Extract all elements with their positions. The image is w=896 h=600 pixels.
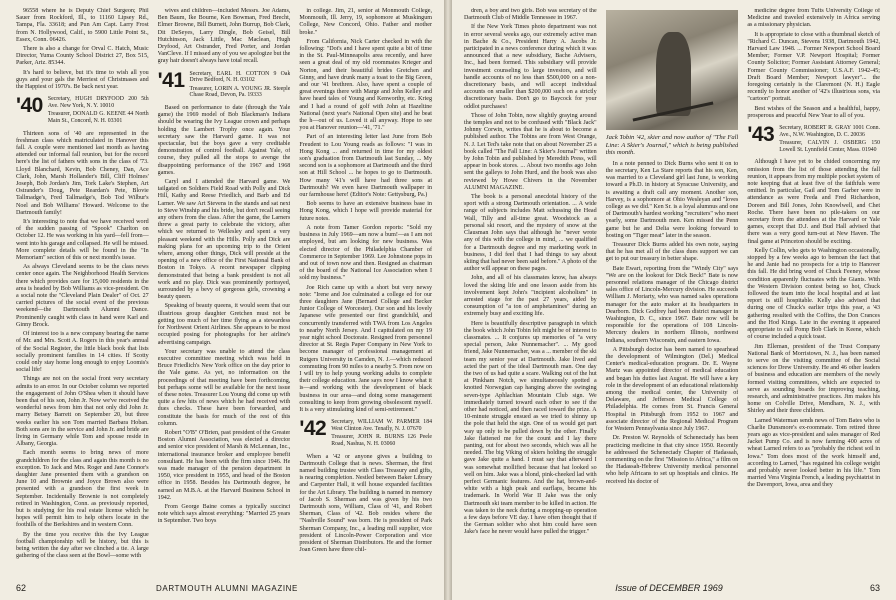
- class-secretary: Secretary, EARL H. COTTON 9 Oak Drive Bedford, N. H. 03102: [189, 70, 291, 84]
- paragraph: By the time you receive this the Ivy League football championship will be history, but this is being written the day after we clinched a tie. A large gathering of the class seen at the Bowl—some with: [16, 531, 149, 560]
- magazine-title: DARTMOUTH ALUMNI MAGAZINE: [156, 584, 298, 593]
- paragraph: When a '42 or anyone gives a building to Dartmouth College that is news. Sherman, the first named building trustee with Class Treasury and gifts, is nearing completion. Nestled between Baker Library and Carpenter Hall, it will house expanded facilities for the Art Library. The building is named in memory of Jacob S. Sherman and was given by his two Dartmouth sons, William, Class of '41, and Robert Sherman, Class of '42. Bob resides where the "Nashville Sound" was born. He is president of Park Sherman Company, Inc., a leading mill supplier, vice president of Lincoln-Power Corporation and vice president of Sherman Distributors. He and the former Joan Green have three chil-: [299, 453, 433, 554]
- class-treasurer: Treasurer, LORIN A. YOUNG JR. Steeple Chase Road, Devon, Pa. 19333: [189, 85, 291, 99]
- class-officers: [48, 96, 149, 126]
- issue-date: Issue of DECEMBER 1969: [615, 583, 723, 593]
- paragraph: 96558 where he is Deputy Chief Surgeon; Phil Sauer from Rockford, Ill., to 11160 Lipsey Rd., Tampa, Fla. 33618; and Pun Am Capt. Larry Frost from N. Hollywood, Calif., to 5900 Little Point St., Essex, Conn. 06426.: [16, 8, 149, 43]
- class-year: '40: [16, 94, 43, 118]
- right-column-3: [747, 8, 880, 574]
- class-year: '42: [299, 417, 327, 441]
- right-column-2: [606, 8, 739, 574]
- paragraph: It's interesting to note that we have received word of the sudden passing of "Spook" Charlton on October 12. He was working in his yard—fell from—went into his garage and collapsed. He will be missed. More complete details will be found in the "In Memoriam" section of this or next month's issue.: [16, 219, 149, 262]
- left-columns: [16, 8, 432, 574]
- paragraph: There is also a change for Orval C. Hatch, Music Director, Yuma County School District 27, Box 515, Parker, Ariz. 85344.: [16, 46, 149, 67]
- right-column-2-text: [606, 161, 739, 486]
- paragraph: Those of John Tobin, now slightly graying around the temples and not to be confused with "Black Jack" Johnny Corwin, writes that he is about to become a published author. The Tobins are from West Orange, N. J. Let Ted's take note that on about November 25 a book called "The Fall Line: A Skier's Journal" written by John Tobin and published by Meredith Press, will appear in book stores. ... About two months ago John sent the galleys to John Hurd, and the book was also reviewed by Howe Chivers in the November ALUMNI MAGAZINE.: [464, 112, 597, 191]
- paragraph: Dr. Preston W. Reynolds of Schenectady has been practicing medicine in that city since 1950. Recently he addressed the Schenectady Chapter of Hadassah, commenting on the first "Mission to Africa," a film on the Hadassah-Hebrew University medical personnel who help Africans to set up hospitals and clinics. He received his doctor of: [605, 435, 739, 485]
- paragraph: Kelly Collin, who gets to Washington occasionally, stopped by a few weeks ago to bemoan the fact that he and Janie had no prospects for a trip to Hanover this fall. He did bring word of Chuck Feeney, whose condition apparently fluctuates with the Giants. With the Western Division contest being so hot, Chuck followed the team into the local hospital and at last report is still hospitable. Kelly also advised that during one of Chuck's earlier trips this year, a '43 gathering resulted with the Coffins, the Don Crances and the Hod Kings. Late in the evening it appeared appropriate to call Pomp Bob Clark in Keene, which of course included a quick toast.: [747, 247, 881, 341]
- class-header: [299, 419, 432, 449]
- paragraph: Things are not on the social front very secretary admits to an error. In our October column we reported the engagement of John O'Shea when it should have been that of his son, John Jr. Now we've received the wonderful news from him that not only did John Jr. marry Betsey Barrett on September 20, but three weeks earlier his son Tom married Barbara Hoban. Both sons are in the service and John Jr. and bride are living in Germany while Tom and spouse reside in Albany, Georgia.: [16, 376, 149, 448]
- left-page: [0, 0, 444, 600]
- paragraph: The book is a personal anecdotal history of the sport with a strong Dartmouth orientation. ... A wide range of subjects includes Matt schussing the Head Wall, Tilly and all-time great. Woodstock as a personal ski resort, and the mystery of snow at the Clausman John says that although he "never wrote any of this with the college in mind, ... we qualified for a Dartmouth degree and my marketing work in business, I did feel that I had things to say about skiing that had never been said before." A photo of the author will appear on these pages.: [464, 194, 597, 273]
- class-header: [16, 96, 149, 126]
- paragraph: Best wishes of the Season and a healthful, happy, prosperous and peaceful New Year to all of you.: [747, 105, 881, 119]
- paragraph: Robert "O'B" O'Brien, past president of the Greater Boston Alumni Association, was elected a director and senior vice president of Marsh & McLennan, Inc., international insurance broker and employee benefit consultant. He has been with the firm since 1946. He was made manager of the pension department in 1950, vice president in 1955, and head of the Boston office in 1958. Besides his Dartmouth degree, he earned an M.B.A. at the Harvard Business School in 1942.: [157, 429, 291, 501]
- paragraph: Larned Waterman sends news of Tom Bates who is Charlie Dunsmore's ex-roommate. Tom retired three years ago as vice-president and sales manager of Red Jacket Pump Co. and is now farming 400 acres of wheat Larned refers to as "probably the richest soil in Iowa." Tom does most of the work himself and, according to Larned, "has regained his college weight and probably never looked better in his life." Tom married Vera Virginia French, a leading psychiatrist in the Davenport, Iowa, area and they: [747, 417, 881, 489]
- paragraph: John, and all of his classmates know, has always loved the skiing life and one lesson aside from his involvement kept John's "incipient alcoholism" in arrested stage for the past 27 years, aided by consumption of "a ton of amphetamines" during an extremely busy and exciting life.: [464, 275, 597, 318]
- paragraph: Your secretary was unable to attend the class executive committee meeting which was held in Bruce Friedlich's New York office on the day prior to the Yale game. As yet, no information on the proceedings of that meeting have been forthcoming, but perhaps some will be available for the next issue of these notes. Treasurer Lou Young did come up with quite a few hits of news which he had received with dues checks. These have been forwarded, and constitute the basis for much of the rest of this column.: [157, 348, 291, 427]
- paragraph: Caryl and I attended the Harvard game. We tailgated on Soldiers Field Road with Polly and Dick Hill, Kathy and Reese Friedlich, and Barb and Ed Larner. We saw Art Stevens in the stands and sat next to Steve Winship and his bride, but don't recall seeing any others from the class. After the game, the Larners threw a great party to celebrate the victory, after which we returned to Wellesley and spent a very pleasant weekend with the Hills. Polly and Dick are making plans for an upcoming trip to the Orient where, among other things, Dick will preside at the opening of a new office of the First National Bank of Boston in Tokyo. A recent newspaper clipping demonstrated that being a bank president is not all work and no play. Dick was prominently portrayed, surrounded by a bevy of gorgeous girls, crowning a beauty queen.: [157, 179, 291, 301]
- right-footer: [468, 583, 880, 593]
- left-footer: [16, 583, 428, 593]
- class-treasurer: Treasurer, DONALD G. KEENE 44 North Main St., Concord, N. H. 03301: [47, 111, 149, 125]
- page-number: 63: [869, 583, 880, 593]
- right-page: [452, 0, 896, 600]
- paragraph: Based on performance to date (through the Yale game) the 1969 model of Bob Blackman's Indians should be wearing the Ivy League crown and perhaps holding the Lambert Trophy once again. Your secretary saw the Harvard game. It was not spectacular, but the boys gave a very creditable demonstration of control football. Against Yale, of course, they pulled all the stops to avenge the disappointing performance of the 1967 and 1968 games.: [157, 105, 291, 176]
- paragraph: It is appropriate to close with a thumbnail sketch of "Richard C. Duncan, Stevens 1938, Dartmouth 1942, Harvard Law 1948. ... Former Newport School Board Member; Former V.P. Newport Hospital; Former County Solicitor; Former Assistant Attorney General; Former County Commissioner; U.S.A.F. 1942-45; Draft Board Member; Newport lawyer"... the foregoing certainly is the Claremont (N. H.) Eagle recently to honor another of '42's illustrious sons, via "cartoon" portrait.: [747, 31, 881, 103]
- class-treasurer: Treasurer, JOHN R. BURNS 126 Peele Road, Nashua, N. H. 03060: [331, 434, 433, 447]
- paragraph: dren, a boy and two girls. Bob was secretary of the Dartmouth Club of Middle Tennessee in 1967.: [464, 8, 597, 22]
- paragraph: Joe Rich came up with a short but very newsy note: "Irene and Joe culminated a college ed for our three daughters Jane (Bernard College and Becker Junior College of Worcester). Our son and his lovely Japanese wife presented our first grandchild, and concurrently transferred with TWA from Los Angeles to nearby North Jersey. And I capitulated on my 19 year night school Doctorate. Resigned from personnel director at St. Regis Paper Company in New York to become manager of professional management at Rutgers University in Camden, N. J.—which reduced commuting from 90 miles to a nearby 5. From now on I will try to help young working adults to complete their college education. Jane says now I know what it is—and working with the development of black business in our area—and doing some management consulting to keep from growing obsolescent myself. It is a very stimulating kind of semi-retirement.": [299, 284, 433, 413]
- paragraph: Of interest too is a new company bearing the name of Mr. and Mrs. Scott A. Rogers in this year's annual of the Social Register, the little black book that lists socially prominent families in 14 cities. If Scotty could only stay home long enough to enjoy Loomis's social life!: [16, 331, 149, 374]
- paragraph: Thirteen sons of '40 are represented in the freshman class which matriculated in Hanover this fall. A couple were mentioned last month as having attended our informal fall reunion, but for the record here's the list of fathers with sons in the class of '73. Lloyd Blanchard, Kevin, Bob Cheney, Dan, Ace Clark, John, Marsh Hollander's Bill, Cliff Holmes' Joseph, Bob Jordan's Jim, Tork Lake's Stephen, Art Ostrander's Doug, Pete Reardan's Pete, Blovie Tallmadge's, Fred Tallmadge's, Bob Tod Wilbur's Noel and Bob Williams' Howard. Welcome to the Dartmouth family!: [16, 130, 149, 216]
- paragraph: Bob seems to have an extensive business base in Hong Kong, which I hope will provide material for future notes.: [299, 201, 433, 222]
- paragraph: in college. Jim, 21, senior at Monmouth College, Monmouth, Ill. Jerry, 19, sophomore at Muskingum College, New Concord, Ohio. Father and mother broke.": [299, 8, 433, 36]
- left-column-2: [158, 8, 291, 574]
- class-officers: [779, 125, 880, 155]
- paragraph: Jim Elleman, president of the Trust Company National Bank of Morristown, N. J., has been named to serve on the visiting committee of the Social sciences for Drew University. He and 46 other leaders of business and education are members of the newly formed visiting committees, which are expected to serve as sounding boards for improving teaching, research, and administrative practices. Jim makes his home on Colville Drive, Mendham, N. J., with Shirley and their three children.: [747, 343, 881, 415]
- class-officers: [190, 71, 291, 101]
- class-header: [157, 68, 291, 101]
- page-gutter: [444, 0, 452, 600]
- class-secretary: Secretary, WILLIAM W. PARMER 184 West Clinton Ave. Tenafly, N. J. 07670: [331, 419, 433, 432]
- class-treasurer: Treasurer, CALVIN J. OSBERG 150 Lowell St. Lynnfield Center, Mass. 01940: [779, 140, 881, 153]
- paragraph: From California, Nick Carter checked in with the following: "Dot's and I have spent quite a bit of time in the St. Paul-Minneapolis area recently, and have seen a great deal of my old roommates Krieger and Norton, and their beautiful brides Gretchen and Ginny, and have drunk many a toast to the Big Green, and our '41 brethren. Also, have spent a couple of great evenings there with Marge and John Kelley and have heard tales of Young and Kenworthy, etc. Krieg and I had a round of golf with John at Hazeltine National (next year's National Open site) and he beat the h—out of us. Loved it all anyway. Hope to see you at Hanover reunion—'41, '71.": [299, 38, 433, 132]
- paragraph: Each month seems to bring news of more grandchildren for the class and again this month is no exception. To Jack and Mrs. Roger and Jane Connor's daughter Jane presented them with a grandson on June 10 and Brownie and Joyce Brown also were presented with a grandson the first week in September. Incidentally Brownie is not completely retired in Washington, Conn. as previously reported, but is studying for his real estate license which he hopes will permit him to help others locate in the foothills of the Berkshires and in western Conn.: [16, 450, 149, 529]
- page-number: 62: [16, 583, 27, 593]
- class-year: '41: [157, 68, 185, 92]
- paragraph: In a note penned to Dick Burns who sent it on to the secretary, Ken La Stare reports that his son, Ken, was married to a Cleveland girl last June, is working toward a Ph.D. in history at Syracuse University, and is awaiting a draft call any moment. Another son, Harvey, is a sophomore at Ohio Wesleyan and "loves college as we did." Ken Sr. is a loyal alumnus and one of Dartmouth's hardest working "recruiters" who meet yearly, some Dartmouth men. Ken missed the Penn game but he and Delia were looking forward to hosting on "Tiger meat" later in the season.: [605, 160, 739, 239]
- paragraph: If the New York Times photo department was not in error several weeks ago, our extremely active man in Bache & Co., President Harry A. Jacobs Jr. participated in a news conference during which it was announced that a new subsidiary, Bache Advisers, Inc., had been formed. This subsidiary will provide investment counseling to large investors, and will handle accounts of no less than $500,000 on a non-discretionary basis, and will accept individual accounts on smaller than $200,000 such on a strictly discretionary basis. Don't go to Baycock for your oddlot purchases!: [464, 24, 597, 110]
- paragraph: Treasurer Dick Burns added his own note, saying that he has met all of the class dues support we can get to put our treasury in better shape.: [605, 242, 739, 263]
- class-officers: [331, 419, 432, 449]
- paragraph: Part of an interesting letter last June from Bob Freudent to Lou Young reads as follows: "I was in Hong Kong ... and returned in time for my oldest son's graduation from Dartmouth last Sunday, ... My second son is a sophomore at Dartmouth and the third son at Hill School ... he hopes to go to Dartmouth. How many '41's will have had three sons at Dartmouth? We even have Dartmouth wallpaper in our farmhouse here! (Editor's Note: Gettysburg, Pa.): [299, 134, 433, 199]
- class-header: [747, 125, 880, 155]
- right-column-1: [464, 8, 597, 574]
- photo-caption: Jack Tobin '42, skier and now author of "The Fall Line: A Skier's Journal," which is being published this month.: [605, 134, 739, 157]
- paragraph: From George Baine comes a typically succinct note which says almost everything: "Married 25 years in September. Two boys: [157, 503, 291, 525]
- paragraph: Speaking of beauty queens, it would seem that our illustrious group daughter Gretchen must not be getting too much of her time flying as a stewardess for Northwest Orient Airlines. She appears to be most occupied posing for photographs for her airline's advertising campaign.: [157, 303, 291, 346]
- skier-figure: [656, 32, 690, 116]
- paragraph: Although I have yet to be chided concerning my omission from the list of those attending the fall reunion, it appears from my multiple pocket system of note keeping that at least five of the faithfuls were omitted. In particular, Gail and Tom Garber were in attendance as were Freda and Fred Richardson, Doreen and Bill Jones, John Knowlwell, and Chet Roche. There have been no pile-takers on our secretary from the attendees at the Harvard or Yale games, except that D.J. and Bud Hall advised that there was a very good turn-out at New Haven. The final game at Princeton should be exciting.: [747, 159, 881, 245]
- paragraph: Bate Ewart, reporting from the "Windy City" says "We are on the lookout for Dick Beck!" Bate is now personnel relations manager of the Chicago district sales office of Lincoln-Mercury division. He succeeds William J. Moriarty, who was named sales operations manager for the auto maker at its headquarters in Dearborn. Dick Godfrey had been district manager in Washington, D. C., since 1967. Bate now will be responsible for the operations of 108 Lincoln-Mercury dealers in northern Illinois, northwest Indiana, southern Wisconsin, and eastern Iowa.: [605, 265, 739, 344]
- left-column-3: [299, 8, 432, 574]
- skier-photo: [606, 10, 739, 130]
- paragraph: A note from Tamer Gordon reports: "Sold my business in July 1969—am now a bum!—as I am not employed, but am looking for new business. Was elected director of the Philadelphia Chamber of Commerce in September 1969. Lee Johnstone pops in and out of town now and then. Resigned as chairman of the board of the National Ice Association when I sold my business.": [299, 224, 433, 282]
- paragraph: medicine degree from Tufts University College of Medicine and traveled extensively in Africa serving as a missionary physician.: [747, 8, 881, 29]
- paragraph: As always Cleveland seems to be the class news center once again. The Neighborhood Health Services there which provides care for 15,000 residents in the area is headed by Bob Williams as vice-president. On a social note the "Cleveland Plain Dealer" of Oct. 27 carried pictures of the social event of the previous weekend—the Dartmouth Alumni Dance. Prominently caught with class in hand were Karl and Ginny Brock.: [16, 264, 149, 328]
- paragraph: Here is beautifully descriptive paragraph in which the book which John Tobin felt might be of interest to classmates. ... It conjures up memories of "a very special person, Jake Nunnemacher". ... My good friend, Jake Nunnemacher, was a ... member of the ski team my senior year at Dartmouth. Jake lived and acted the part of the ideal Dartmouth man. One day the two of us had quite a scare. Walking out of the hut at Pinkham Notch, we simultaneously spotted a knotted Norwegian cap hanging above the swinging seven-type Aphlachian Mountain Club sign. We immediately turned toward each other to see if the other had noticed, and then raced toward the prize. A 10-minute struggle ensued as we tried to shinny up the pole that held the sign. One of us would get part way up only to be pulled down by the other. Finally Jake flattened me for the count and I lay there panting, out for about two seconds, which was all he needed. The big Viking of skiers holding the struggle gave Jake quite a hand. I must say that afterward I was somewhat mollified because that hat looked so well on him. Jake was a blond, pink-cheeked lad with perfect Germanic features. And the hat, brown-and-white with a high peak and earflaps, became his trademark. In World War II Jake was the only Dartmouth ski team member to be killed in action. He was taken to the neck during a mopping-up operation a few days before VE day. I have often thought that if the German soldier who shot him could have seen Jake's face he never would have pulled the trigger.": [464, 320, 597, 536]
- paragraph: wives and children—included Messrs. Joe Adams, Ben Baum, Ike Bourne, Ken Bowman, Fred Brecht, Elmer Browne, Bill Burnett, John Burrup, Bob Clark, Dit DeSeyes, Larry Dingle, Bob Geisel, Bill Hutchinson, Jack Little, Mac Maclean, Hugh Dryfood, Art Ostrander, Fred Porter, and Jordan VanCleve. If I missed any of you we apologize but the gray hair doesn't always have total recall.: [157, 8, 291, 65]
- left-column-1: [16, 8, 149, 574]
- class-secretary: Secretary, HUGH DRYFOOD 200 5th Ave. New York, N. Y. 10010: [47, 96, 149, 109]
- class-year: '43: [747, 123, 775, 147]
- paragraph: It's hard to believe, but it's time to wish all you guys and your gals the Merriest of Christmases and the Happiest of 1970's. Be back next year.: [16, 69, 149, 91]
- class-secretary: Secretary, ROBERT R. GRAY 1001 Conn. Ave., N.W. Washington, D. C. 20036: [779, 125, 881, 138]
- paragraph: A Pittsburgh doctor has been named to spearhead the development of Wilmington (Del.) Medical Center's medical-education program. Dr. E. Wayne Martz was appointed director of medical education and began his duties last August. He will have a key role in the development of an educational relationship among the medical center, the University of Delaware, and Jefferson Medical College of Philadelphia. He comes from St. Francis General Hospital in Pittsburgh from 1952 to 1967 and associate director of the Regional Medical Program for Western Pennsylvania since July 1967.: [605, 346, 739, 433]
- right-columns: [464, 8, 880, 574]
